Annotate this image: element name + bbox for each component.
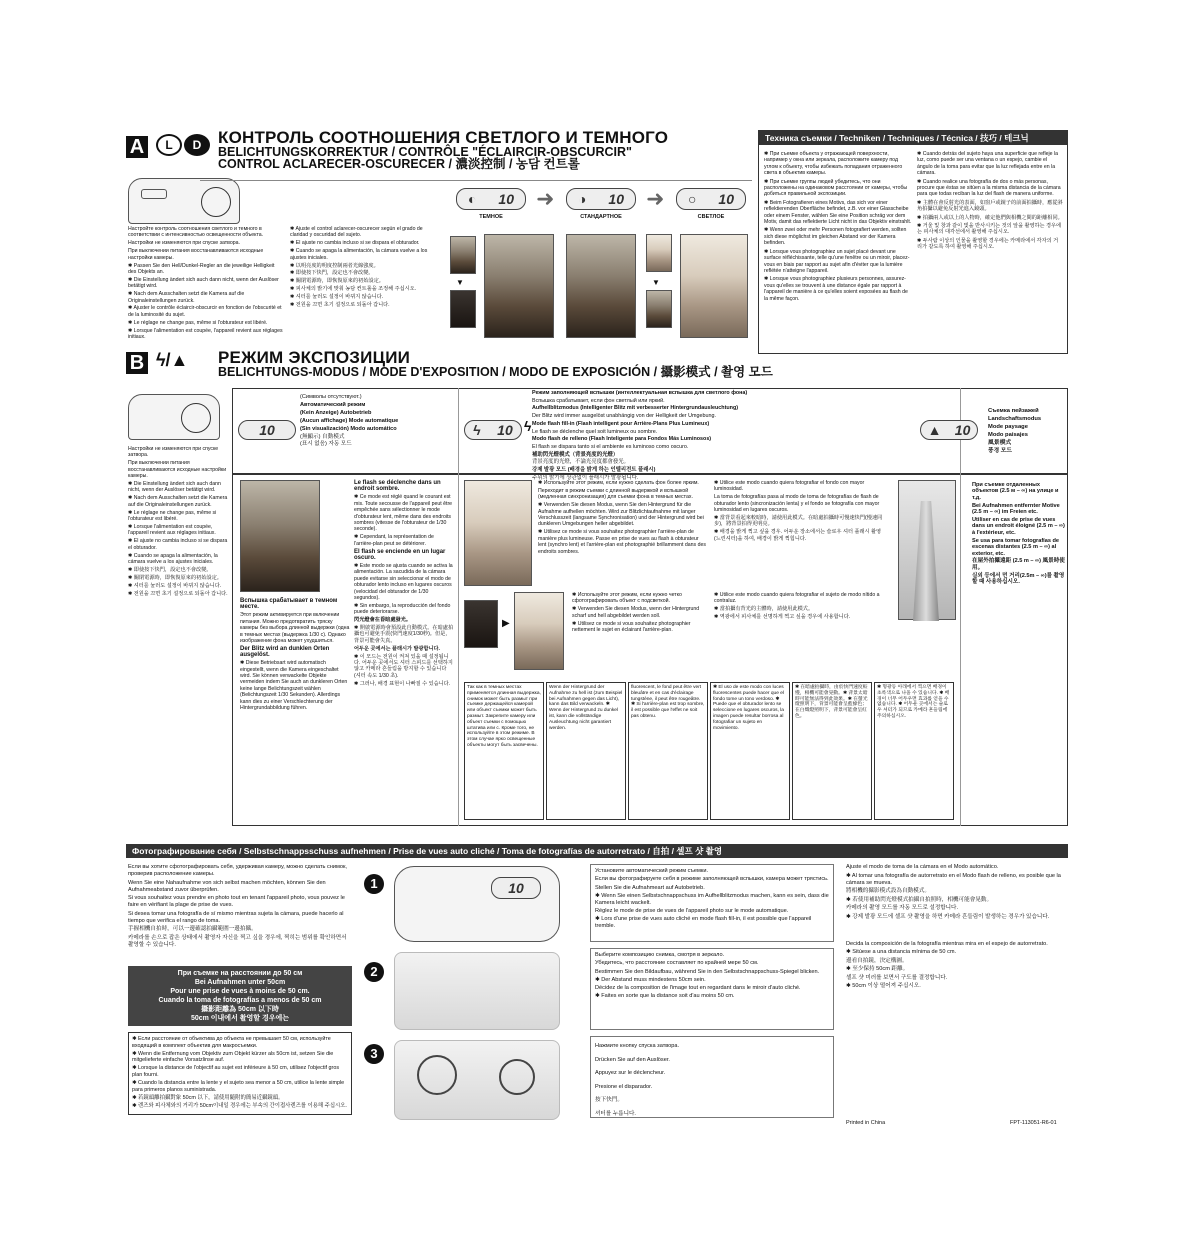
caution-box-2: Wenn der Hintergrund der Aufnahme zu hell ist (zum Beispiel bei Aufnahmen gegen das Licht), kann das Bild verwackeln. ✱ Wenn der Hintergrund zu dunkel ist, kann die vollständige Ausleuchtung nicht garantiert werden. xyxy=(546,682,626,820)
selfie-intro: Если вы хотите сфотографировать себя, удерживая камеру, можно сделать снимок, проверив расположение камеры. Wenn Sie eine Nahaufnahme von sich selbst machen möchten, können Sie den Aufnahmeabstand zuvor überprüfen. Si vous souhaitez vous prendre en photo tout en tenant l'appareil photo, vous pouvez le faire en vérifiant la plage de prise de vues. Si desea tomar una fotografía de sí mismo mientras sujeta la cámara, puede hacerlo al tiempo que verifica el rango de toma. 手握相機自拍時，可以一邊確認拍攝範圍一邊拍攝。 카메라를 손으로 잡은 상태에서 촬영자 자신을 찍고 싶을 경우에, 찍히는 범위를 확인하면서 촬영할 수 있습니다. xyxy=(128,864,347,948)
landscape-photo xyxy=(898,480,956,620)
section-b-title-ru: РЕЖИМ ЭКСПОЗИЦИИ xyxy=(218,348,411,367)
auto-mode-text: Вспышка срабатывает в темном месте. Этот режим активируется при включении питания. Можно предотвратить тряску камеры без выбора длинной выдержки (одна в темных местах (выдержка 1/30 с). Однако изображение фона может ухудшиться. Der Blitz wird an dunklen Orten ausgelöst. ✱ Diese Betriebsart wird automatisch eingestellt, wenn die Kamera eingeschaltet wird. Sie können verwackelte Objekte vermeiden indem Sie auch an dunkleren Orten keine lange Belichtungszeit wählen (Belichtungszeit 1/30 Sekunden). Allerdings kann dies zu einer Verschlechterung der Hintergrundabbildung führen. xyxy=(240,598,350,711)
flash-icon: ϟ xyxy=(524,418,532,434)
lcd-standard: ◑ 10 xyxy=(566,188,636,210)
column-divider xyxy=(458,474,459,826)
step-2-marker: 2 xyxy=(364,962,384,982)
connector-line xyxy=(200,180,752,181)
technique-header: Техника съемки / Techniken / Techniques / Técnica / 技巧 / 테크닉 xyxy=(759,131,1067,145)
technique-box xyxy=(758,130,1068,354)
arrow-right-icon: ➜ xyxy=(536,186,555,211)
fill-flash-text: ✱ Используйте этот режим, если нужно сделать фон более ярким. Переходит в режим съемки с длинной выдержкой и вспышкой (медленная синхронизация) для съемки фона в темных местах. ✱ Verwenden Sie diesen Modus, wenn Sie den Hintergrund für die Aufnahme aufhellen möchten. Wird zur Blitzlichtaufnahme mit langer Verschlusszeit (langsame Synchronisation) und der Hintergrund wird bei dunkleren Umgebungen heller abgebildet. ✱ Utilisez ce mode si vous souhaitez photographier l'arrière-plan de manière plus lumineuse. Passe en prise de vues au flash à obturateur lent (synchro lent) et l'arrière-plan est photographié brillamment dans des endroits sombres. xyxy=(538,480,706,555)
section-a-title-ru: КОНТРОЛЬ СООТНОШЕНИЯ СВЕТЛОГО И ТЕМНОГО xyxy=(218,128,669,147)
flash-landscape-icon: ϟ/▲ xyxy=(156,350,189,370)
step-3-shutter-illustration xyxy=(394,1040,560,1120)
lcd-dark: ◐ 10 xyxy=(456,188,526,210)
close-range-hint: При съемке на расстоянии до 50 см Bei Aufnahmen unter 50cm Pour une prise de vues à moins de 50 cm. Cuando la toma de fotografías a menos de 50 cm 攝影距離為 50cm 以下時 50cm 이내에서 촬영할 경우에는 xyxy=(128,966,352,1026)
printed-in: Printed in China xyxy=(846,1120,886,1126)
step-1-marker: 1 xyxy=(364,874,384,894)
step-1-camera-illustration: 10 xyxy=(394,866,560,942)
sample-photo-bright xyxy=(680,234,748,338)
sample-photo-small-bright xyxy=(646,234,672,272)
section-b-badge: B xyxy=(126,352,148,374)
landscape-mode-label: Съемка пейзажей Landschaftsmodus Mode paysage Modo paisajes 風景模式 풍경 모드 xyxy=(988,408,1042,454)
fill-flash-text-4: ✱ Utilice este modo cuando quiera fotografiar el sujeto de modo nítido a contraluz. ✱ 當拍攝有背光的主體時，請使用此模式。 ✱ 역광에서 피사체를 선명하게 찍고 싶을 경우에 사용합니다. xyxy=(714,592,880,621)
sample-photo-standard xyxy=(566,234,636,338)
caution-box-6: ✱ 형광등 아래에서 찍으면 배경이 초록색으로 나올 수 있습니다. ✱ 배경이 너무 어두우면 효과를 얻을 수 없습니다. ✱ 어두운 곳에서는 슬로우 셔터가 되므로 카메라 흔들림에 주의하십시오. xyxy=(874,682,954,820)
fill-flash-text-3: ✱ Используйте этот режим, если нужно четко сфотографировать объект с подсветкой. ✱ Verwenden Sie diesen Modus, wenn der Hintergrund scharf und hell abgebildet werden soll. ✱ Utilisez ce mode si vous souhaitez photographier nettement le sujet en éclairant l'arrière-plan. xyxy=(572,592,700,634)
backlit-photo-bright xyxy=(514,592,564,670)
caution-box-1: Так как в темных местах применяется длинная выдержка, снимок может быть размыт при съемке держащейся камерой или объект съемки может быть размыт. Закрепите камеру или объект съемки с помощью штатива или с. Кроме того, не используйте в этом режиме. В этом случае ярко освещенные объекты могут быть засвечены. xyxy=(464,682,544,820)
lcd-bright: ○ 10 xyxy=(676,188,746,210)
selfie-header: Фотографирование себя / Selbstschnappsschuss aufnehmen / Prise de vues auto cliché / Toma de fotografías de autorretrato / 自拍 / 셀프 샷 촬영 xyxy=(126,844,1068,858)
arrow-right-icon: ➜ xyxy=(646,186,665,211)
sample-photo-small-2 xyxy=(646,290,672,328)
document-code: FPT-113051-R6-01 xyxy=(1010,1120,1057,1126)
caution-box-4: ✱ El uso de este modo con luces fluorescentes puede hacer que el fondo tome un tono verdoso. ✱ Puede que el obturador lento se seleccione en lugares oscuros, la imagen puede resultar borrosa al fotografiar un sujeto en movimiento. xyxy=(710,682,790,820)
step-3-text: Нажмите кнопку спуска затвора. Drücken Sie auf den Auslöser. Appuyez sur le déclencheur. Presione el disparador. 按下快門。 셔터를 누릅니다. xyxy=(590,1036,834,1118)
step-1-text: Установите автоматический режим съемки. Если вы фотографируете себя в режиме заполняющей вспышки, камера может трястись. Stellen Sie die Aufnahmeart auf Autobetrieb. ✱ Wenn Sie einen Selbstschnappschuss im Aufhellblitzmodus machen, kann es sein, dass die Kamera leicht wackelt. Réglez le mode de prise de vues de l'appareil photo sur le mode automatique. ✱ Lors d'une prise de vues auto cliché en mode flash fill-in, il est possible que l'appareil tremble. xyxy=(590,864,834,942)
backlit-photo-dark xyxy=(464,600,498,648)
section-b-left-text: Настройки не изменяются при спуске затвора. При выключении питания восстанавливаются исходные настройки камеры. ✱ Die Einstellung ändert sich auch dann nicht, wenn der Auslöser betätigt wird. ✱ Nach dem Ausschalten setzt die Kamera auf die Originaleinstellungen zurück. ✱ Le réglage ne change pas, même si l'obturateur est libéré. ✱ Lorsque l'alimentation est coupée, l'appareil revient aux réglages initiaux. ✱ El ajuste no cambia incluso si se dispara el obturador. ✱ Cuando se apaga la alimentación, la cámara vuelve a los ajustes iniciales. ✱ 即使按下快門，設定也不會改變。 ✱ 關閉電源時，即恢復原來的初始設定。 ✱ 셔터를 눌러도 설정이 바뀌지 않습니다. ✱ 전원을 끄면 초기 설정으로 되돌아 갑니다. xyxy=(128,446,228,597)
arrow-down-icon: ▼ xyxy=(456,278,464,287)
fill-flash-label: Режим заполняющей вспышки (интеллектуальная вспышка для светлого фона) Вспышка срабатывает, если фон светлый или яркий. Aufhellblitzmodus (Intelligenter Blitz mit verbesserter Hintergrundausleuchtung) Der Blitz wird immer ausgelöst unabhängig von der Helligkeit der Umgebung. Mode flash fill-in (Flash intelligent pour Arrière-Plans Plus Lumineux) Le flash se déclenche quel soit lumineux ou sombre. Modo flash de relleno (Flash Inteligente para Fondos Más Luminosos) El flash se dispara tanto si el ambiente es luminoso como oscuro. 補助閃光燈模式（背景亮度的光燈） 背景亮度的光燈，不論光亮度都會發光。 강제 발광 모드 (배경을 밝게 하는 인텔리전트 플래시) 주위의 밝기에 상관없이 플래시가 발광됩니다. xyxy=(532,390,748,481)
auto-mode-photo xyxy=(240,480,320,592)
section-a-text-left: Настройте контроль соотношения светлого и темного в соответствии с интенсивностью освещенности объекта. Настройки не изменяются при спуске затвора. При выключении питания восстанавливаются исходные настройки камеры. ✱ Passen Sie den Hell/Dunkel-Regler an die jeweilige Helligkeit des Objekts an. ✱ Die Einstellung ändert sich auch dann nicht, wenn der Auslöser betätigt wird. ✱ Nach dem Ausschalten setzt die Kamera auf die Originaleinstellungen zurück. ✱ Ajuster le contrôle éclaircir-obscurcir en fonction de l'obscurité et de la luminosité du sujet. ✱ Le réglage ne change pas, même si l'obturateur est libéré. ✱ Lorsque l'alimentation est coupée, l'appareil revient aux réglages initiaux. xyxy=(128,226,283,341)
landscape-text: При съемке отдаленных объектов (2.5 м – ∞) на улице и т.д. Bei Aufnahmen entfernter Motive (2.5 m – ∞) im Freien etc. Utiliser en cas de prise de vues dans un endroit éloigné (2.5 m – ∞) à l'extérieur, etc. Se usa para tomar fotografías de escenas distantes (2.5 m – ∞) al exterior, etc. 在屋外拍攝遠距 (2.5 m – ∞) 風景時使用。 실외 등에서 먼 거리(2.5m – ∞)를 촬영할 때 사용하십시오. xyxy=(972,482,1065,586)
step-2-hands-illustration xyxy=(394,952,560,1030)
auto-mode-label: (Символы отсутствуют.) Автоматический режим (Kein Anzeige) Autobetrieb (Aucun affichage) Mode automatique (Sin visualización) Modo automático (無顯示) 自動模式 (표시 없음) 자동 모드 xyxy=(300,394,399,448)
mode-label-dark: ТЕМНОЕ xyxy=(479,214,503,220)
light-dark-icon: L D xyxy=(156,134,212,158)
camera-top-view xyxy=(128,178,240,224)
technique-col-1: ✱ При съемке объекта у отражающей поверхности, например у окна или зеркала, расположите камеру под углом к объекту, чтобы избежать попадания отраженного света в объектив камеры. ✱ При съемке группы людей убедитесь, что они расположены на одинаковом расстоянии от камеры, чтобы добиться правильной экспозиции. ✱ Beim Fotografieren eines Motivs, das sich vor einer reflektierenden Oberfläche befindet, z.B. vor einer Glasscheibe oder einem Fenster, wählen Sie eine Position schräg vor dem Motiv, damit das reflektierte Licht nicht in das Objektiv einstrahlt. ✱ Wenn zwei oder mehr Personen fotografiert werden, sollten sich diese möglichst im gleichen Abstand vor der Kamera befinden. ✱ Lorsque vous photographiez un sujet placé devant une surface réfléchissante, telle qu'une fenêtre ou un miroir, placez-vous en biais par rapport au sujet afin d'éviter que la lumière reflétée n'atteigne l'appareil. ✱ Lorsque vous photographiez plusieurs personnes, assurez-vous qu'elles se trouvent à une distance égale par rapport à l'appareil de manière à ce qu'elles soient exposées au flash de la même façon. xyxy=(764,151,912,302)
mode-label-bright: СВЕТЛОЕ xyxy=(697,214,725,220)
section-a-title-es: CONTROL ACLARECER-OSCURECER / 濃淡控制 / 농담 컨트롤 xyxy=(218,157,580,171)
auto-mode-text-2: Le flash se déclenche dans un endroit sombre. ✱ Ce mode est réglé quand le courant est mis. Toute secousse de l'appareil peut être empêchée sans sélectionner le mode d'obturateur lent, même dans des endroits sombres (vitesse de l'obturateur de 1/30 seconde). ✱ Cependant, la représentation de l'arrière-plan peut se détériorer. El flash se enciende en un lugar oscuro. ✱ Este modo se ajusta cuando se activa la alimentación. La sacudida de la cámara puede evitarse sin seleccionar el modo de obturador lento incluso en lugares oscuros (velocidad del obturador de 1/30 segundos). ✱ Sin embargo, la reproducción del fondo puede deteriorarse. 閃光燈會在昏暗處發光。 ✱ 開啟電源時會預設此自動模式。在暗處拍攝也可避免手震(快門速度1/30秒)。但是，背景可能會失真。 어두운 곳에서는 플래시가 발광합니다. ✱ 이 모드는 전원이 켜져 있을 때 설정됩니다. 어두운 곳에서도 셔터 스피드를 선택하지 않고 카메라 흔들림을 방지할 수 있습니다 (셔터 속도 1/30 초). ✱ 그러나, 배경 표현이 나빠질 수 있습니다. xyxy=(354,480,454,687)
caution-box-3: fluorescent, le fond peut être vert bleuâtre et en cas d'éclairage tungstène, il peut être rougeâtre. ✱ Si l'arrière-plan est trop sombre, il est possible que l'effet ne soit pas obtenu. xyxy=(628,682,708,820)
column-divider xyxy=(960,474,961,826)
fill-flash-text-2: ✱ Utilice este modo cuando quiera fotografiar el fondo con mayor luminosidad. La toma de fotografías pasa al modo de toma de fotografías de flash de obturador lento (sincronización lenta) y el fondo se fotografía con mayor luminosidad en lugares oscuros. ✱ 當背景看起來較暗時，請使用此模式。在暗處拍攝時可慢速快門(慢速同步)，將背景拍得更明亮。 ✱ 배경을 밝게 찍고 싶을 경우. 어두운 장소에서는 슬로우 셔터 플래시 촬영(느린셔터)을 하여, 배경이 밝게 찍힙니다. xyxy=(714,480,883,542)
camera-top-view-b xyxy=(128,394,220,440)
lcd-fill-flash: ϟ 10 xyxy=(464,420,522,440)
sample-photo-small-dark xyxy=(450,290,476,328)
caution-box-5: ✱ 在暗處拍攝時，由於快門速度較慢，相機可能會晃動。✱ 背景太暗時可能無法得到此效果。✱ 在螢光燈照明下，背景可能會呈藍綠色；在白熾燈照明下，背景可能會呈紅色。 xyxy=(792,682,872,820)
arrow-right-icon: ▶ xyxy=(502,618,510,629)
lcd-auto: 10 xyxy=(238,420,296,440)
section-a-title-de-fr: BELICHTUNGSKORREKTUR / CONTRÔLE "ÉCLAIRCIR-OBSCURCIR" xyxy=(218,145,632,159)
step-2-text: Выберите композицию снимка, смотря в зеркало. Убедитесь, что расстояние составляет по крайней мере 50 см. Bestimmen Sie den Bildaufbau, während Sie in den Selbstschnappschuss-Spiegel blicken. ✱ Der Abstand muss mindestens 50cm sein. Décidez de la composition de l'image tout en regardant dans le miroir d'auto cliché. ✱ Faites en sorte que la distance soit d'au moins 50 cm. xyxy=(590,948,834,1030)
step-3-marker: 3 xyxy=(364,1044,384,1064)
technique-col-2: ✱ Cuando detrás del sujeto haya una superficie que refleje la luz, como puede ser una ventana o un espejo, cambie el ángulo de la toma para evitar que la luz reflejada entre en la cámara. ✱ Cuando realice una fotografía de dos o más personas, procure que éstas se sitúen a la misma distancia de la cámara para que todas reciban la luz del flash de manera uniforme. ✱ 主體在會反射光的表面，如窗戶或鏡子的前面拍攝時，應從斜角拍攝以避免反射光進入鏡頭。 ✱ 拍攝兩人或以上的人物時，確定他們與相機之間的距離相同。 ✱ 거울 및 창과 같이 빛을 반사시키는 것의 앞을 촬영하는 경우에는 피사체의 대각선에서 촬영해 주십시오. ✱ 두사람 이상의 인물을 촬영할 경우에는 카메라에서 각자의 거리가 같도록 하여 촬영해 주십시오. xyxy=(917,151,1063,251)
sample-photo-small xyxy=(450,236,476,274)
sample-photo-dark xyxy=(484,234,554,338)
selfie-right-text: Ajuste el modo de toma de la cámara en el Modo automático. ✱ Al tomar una fotografía de autorretrato en el Modo flash de relleno, es posible que la cámara se mueva. 將相機的攝影模式設為自動模式。 ✱ 若使用補助閃光燈模式拍攝自拍照時，相機可能會晃動。 카메라의 촬영 모드를 자동 모드로 설정합니다. ✱ 강제 발광 모드에 셀프 샷 촬영을 하면 카메라 흔들림이 발생하는 경우가 있습니다. Decida la composición de la fotografía mientras mira en el espejo de autorretrato. ✱ Sitúese a una distancia mínima de 50 cm. 邊看自拍鏡，決定構圖。 ✱ 至少保持 50cm 距離。 셀프 샷 미러를 보면서 구도를 결정합니다. ✱ 50cm 이상 떨어져 주십시오. xyxy=(846,864,1061,989)
mode-divider xyxy=(458,388,459,474)
lcd-landscape: ▲ 10 xyxy=(920,420,978,440)
arrow-down-icon: ▼ xyxy=(652,278,660,287)
section-a-badge: A xyxy=(126,136,148,158)
section-b-title-sub: BELICHTUNGS-MODUS / MODE D'EXPOSITION / MODO DE EXPOSICIÓN / 攝影模式 / 촬영 모드 xyxy=(218,365,773,379)
section-a-text-right: ✱ Ajuste el control aclarecer-oscurecer según el grado de claridad y oscuridad del sujeto. ✱ El ajuste no cambia incluso si se dispara el obturador. ✱ Cuando se apaga la alimentación, la cámara vuelve a los ajustes iniciales. ✱ 以明亮度的明度控制兩者光線強度。 ✱ 即使按下快門，設定也不會改變。 ✱ 關閉電源時，即恢復原來的初始設定。 ✱ 피사체의 밝기에 맞춰 농담 컨트롤을 조정해 주십시오. ✱ 셔터를 눌러도 설정이 바뀌지 않습니다. ✱ 전원을 끄면 초기 설정으로 되돌아 갑니다. xyxy=(290,226,428,309)
fill-flash-photo xyxy=(464,480,532,586)
close-range-notes: ✱ Если расстояние от объектива до объекта не превышает 50 см, используйте входящий в комплект объектив для макросъемки. ✱ Wenn die Entfernung vom Objektiv zum Objekt kürzer als 50cm ist, setzen Sie die mitgelieferte einfache Vorsatzlinse auf. ✱ Lorsque la distance de l'objectif au sujet est inférieure à 50 cm, utilisez l'objectif gros plan fourni. ✱ Cuando la distancia entre la lente y el sujeto sea menor a 50 cm, utilice la lente simple para primeros planos suministrada. ✱ 若鏡頭離拍攝對象 50cm 以下，請使用隨附的簡易近攝鏡頭。 ✱ 렌즈와 피사체와의 거리가 50cm이내일 경우에는 부속의 간이접사렌즈를 이용해 주십시오. xyxy=(128,1032,352,1115)
mode-label-standard: СТАНДАРТНОЕ xyxy=(580,214,622,220)
